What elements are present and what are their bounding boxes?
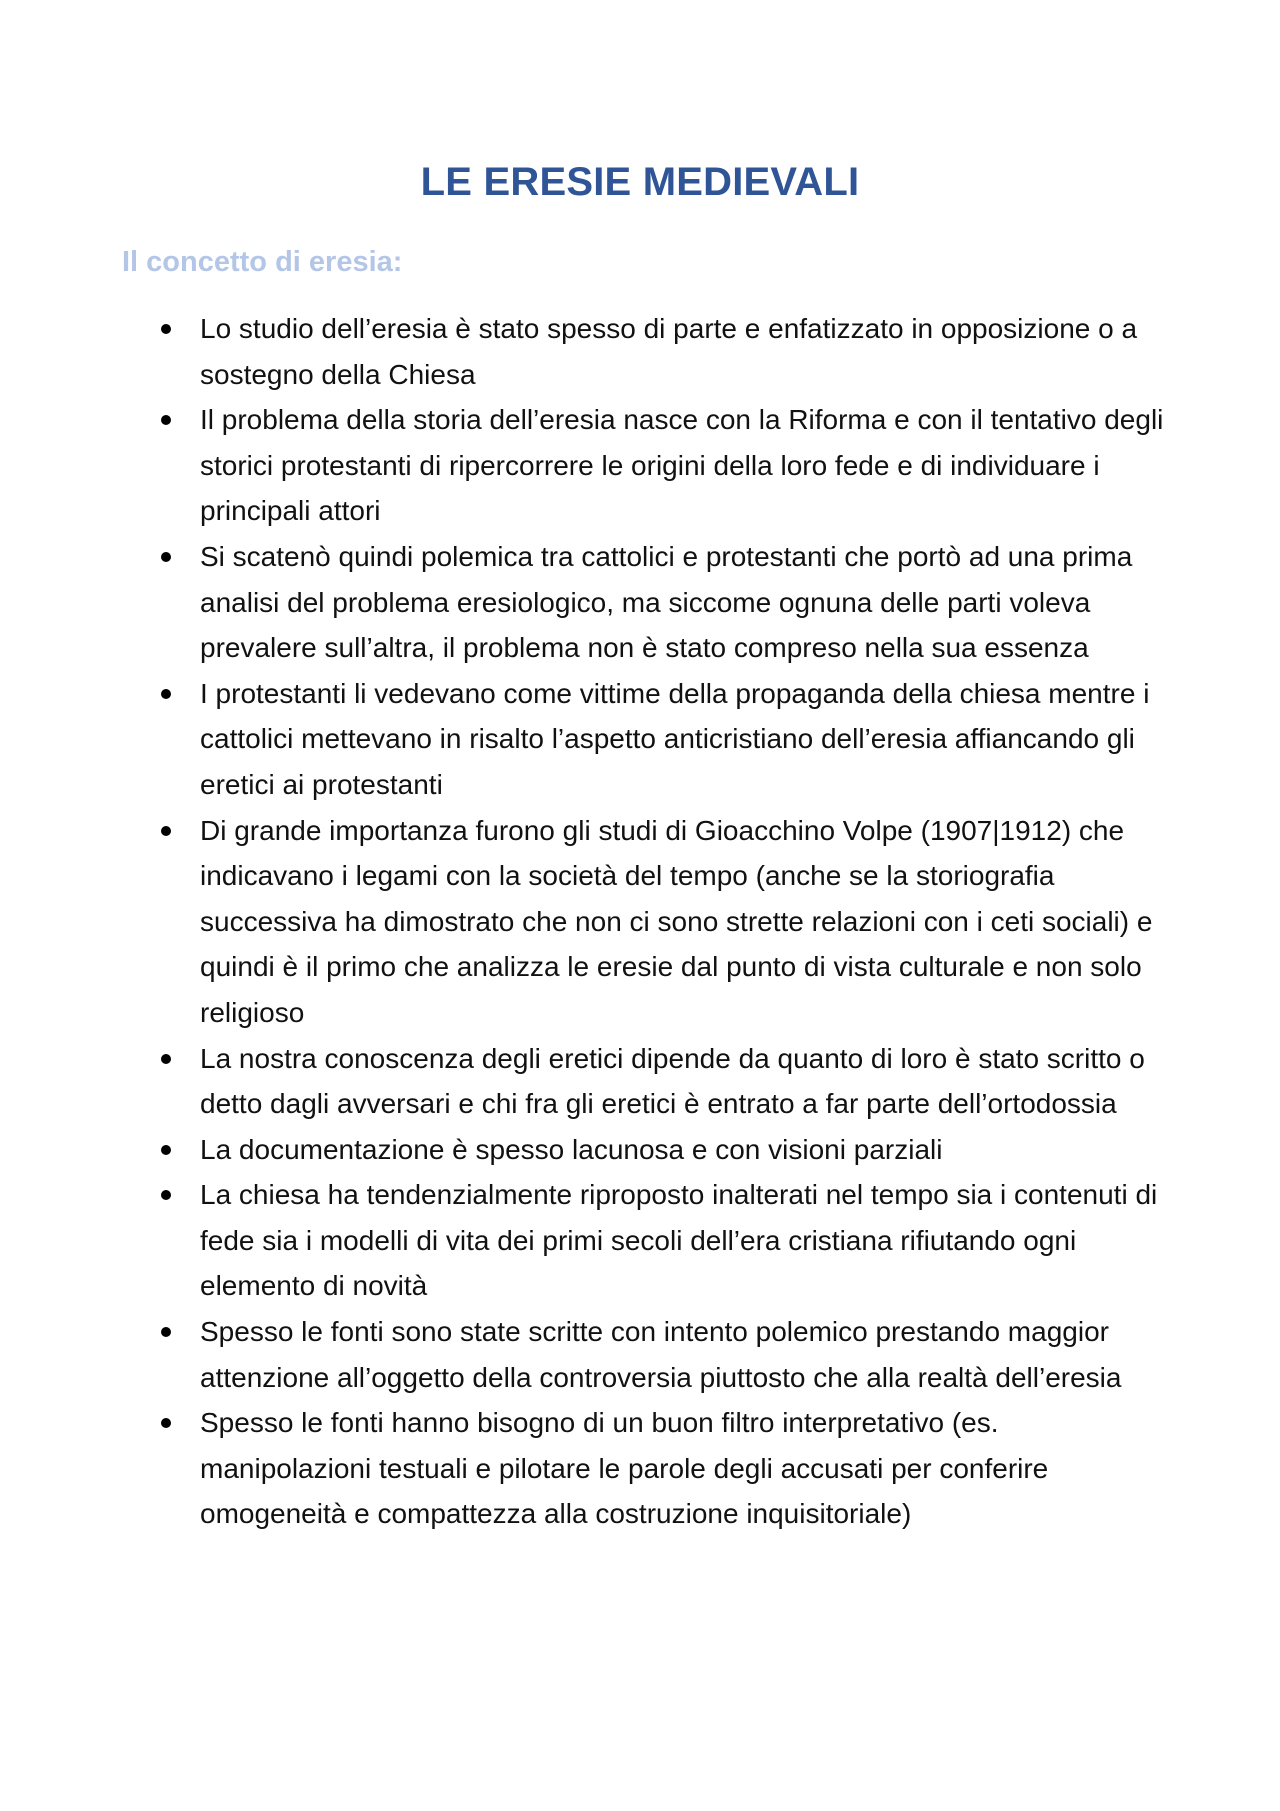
bullet-item: [200, 1400, 1170, 1537]
bullet-item: [200, 1036, 1170, 1127]
document-title: LE ERESIE MEDIEVALI: [420, 160, 860, 204]
bullet-dot-icon: [161, 415, 171, 425]
bullet-item: [200, 306, 1170, 397]
bullet-list: [200, 306, 1170, 1537]
bullet-text: Spesso le fonti sono state scritte con intento polemico prestando maggior attenzione all’oggetto della controversia piuttosto che alla realtà dell’eresia: [200, 1316, 1122, 1393]
bullet-dot-icon: [161, 324, 171, 334]
bullet-dot-icon: [161, 1054, 171, 1064]
bullet-dot-icon: [161, 552, 171, 562]
bullet-item: [200, 1309, 1170, 1400]
bullet-text: La nostra conoscenza degli eretici dipende da quanto di loro è stato scritto o detto dagli avversari e chi fra gli eretici è entrato a far parte dell’ortodossia: [200, 1042, 1145, 1120]
bullet-item: [200, 397, 1170, 534]
bullet-text: Il problema della storia dell’eresia nasce con la Riforma e con il tentativo degli storici protestanti di ripercorrere le origini della loro fede e di individuare i principali attori: [200, 404, 1164, 527]
section-heading: Il concetto di eresia:: [122, 246, 403, 278]
bullet-dot-icon: [161, 826, 171, 836]
bullet-text: I protestanti li vedevano come vittime della propaganda della chiesa mentre i cattolici mettevano in risalto l’aspetto anticristiano dell’eresia affiancando gli eretici ai protestanti: [200, 677, 1150, 800]
bullet-item: [200, 1127, 1170, 1173]
bullet-text: La documentazione è spesso lacunosa e con visioni parziali: [200, 1133, 943, 1165]
bullet-text: La chiesa ha tendenzialmente riproposto inalterati nel tempo sia i contenuti di fede sia i modelli di vita dei primi secoli dell’era cristiana rifiutando ogni elemento di novità: [200, 1179, 1158, 1302]
bullet-item: [200, 671, 1170, 808]
bullet-item: [200, 534, 1170, 671]
bullet-text: Si scatenò quindi polemica tra cattolici e protestanti che portò ad una prima analisi del problema eresiologico, ma siccome ognuna delle parti voleva prevalere sull’altra, il problema non è stato compreso nella sua essenza: [200, 540, 1133, 664]
bullet-text: Spesso le fonti hanno bisogno di un buon filtro interpretativo (es. manipolazioni testuali e pilotare le parole degli accusati per conferire omogeneità e compattezza alla costruzione inquisitoriale): [200, 1407, 1049, 1530]
bullet-item: [200, 1172, 1170, 1309]
bullet-dot-icon: [161, 1145, 171, 1155]
bullet-dot-icon: [161, 689, 171, 699]
bullet-item: [200, 808, 1170, 1036]
bullet-dot-icon: [161, 1327, 171, 1337]
bullet-text: Di grande importanza furono gli studi di Gioacchino Volpe (1907|1912) che indicavano i legami con la società del tempo (anche se la storiografia successiva ha dimostrato che non ci sono strette relazioni con i ceti sociali) e quindi è il primo che analizza le eresie dal punto di vista culturale e non solo religioso: [200, 814, 1153, 1028]
bullet-text: Lo studio dell’eresia è stato spesso di parte e enfatizzato in opposizione o a sostegno della Chiesa: [200, 313, 1138, 390]
bullet-dot-icon: [161, 1190, 171, 1200]
bullet-dot-icon: [161, 1418, 171, 1428]
